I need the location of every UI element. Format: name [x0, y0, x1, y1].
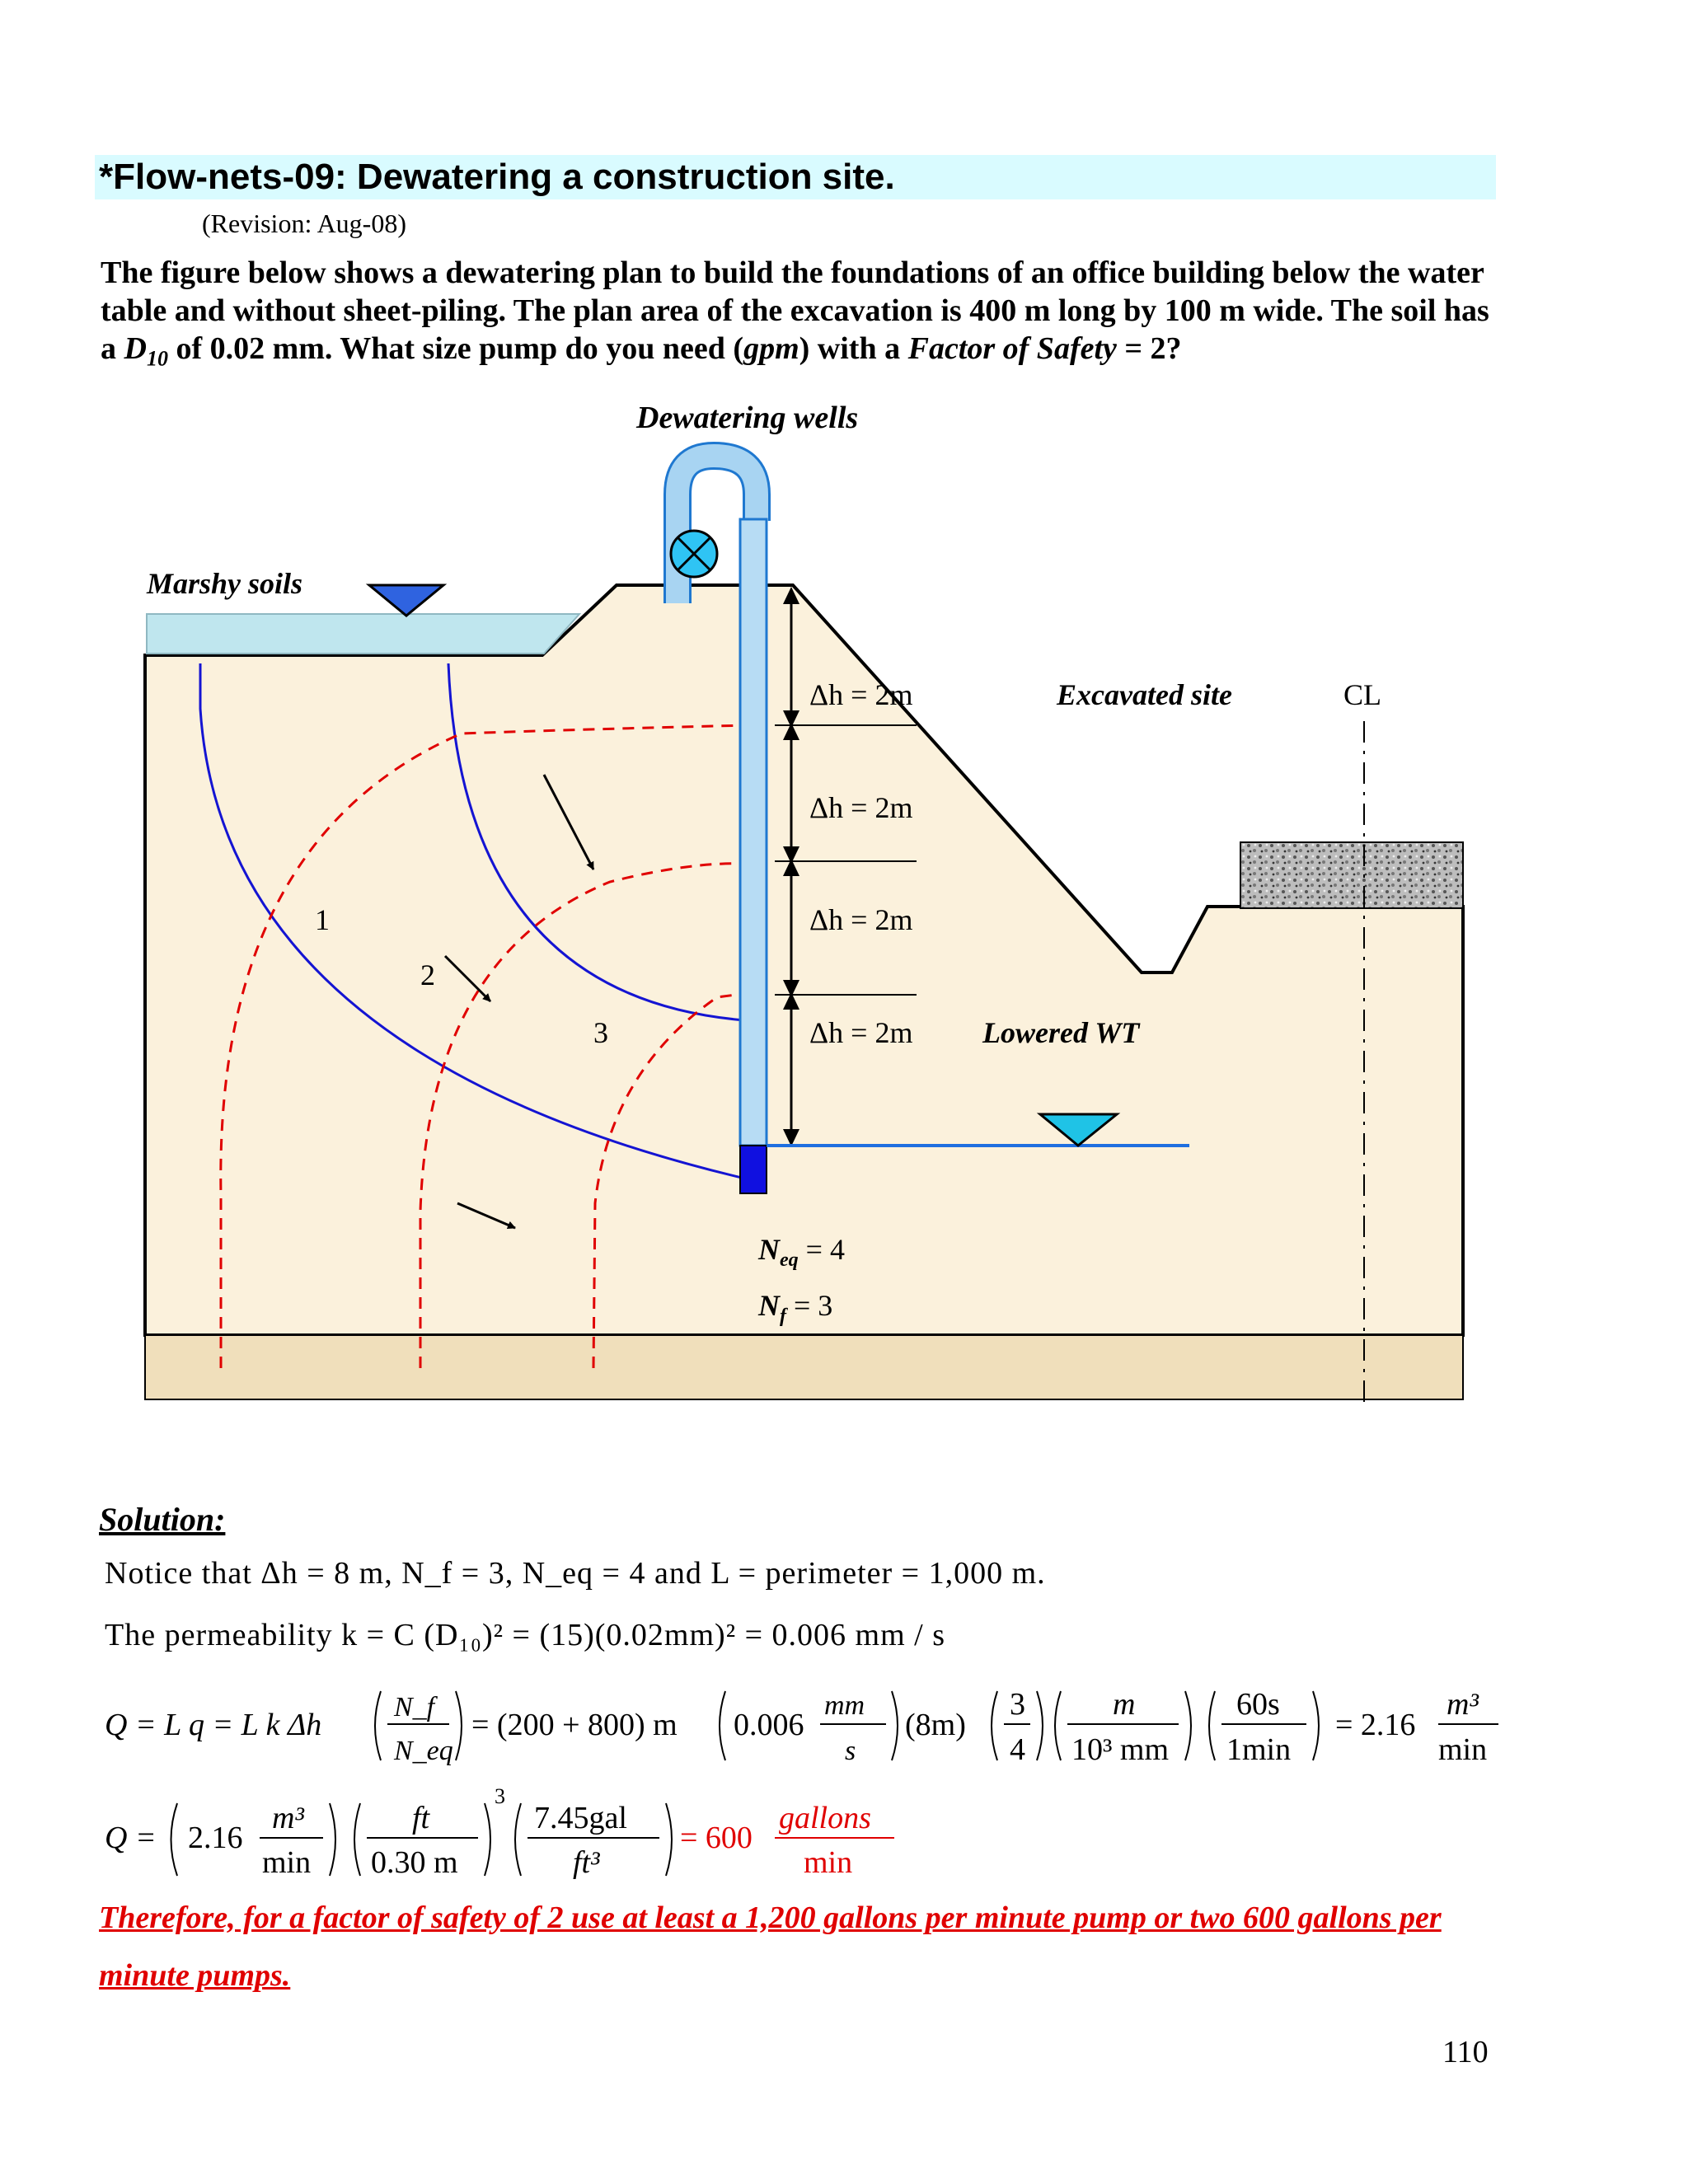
head-drop-4: Δh = 2m [809, 1016, 913, 1049]
foundation-block [1240, 842, 1463, 908]
svg-text:7.45gal: 7.45gal [534, 1801, 627, 1835]
flow-channel-2: 2 [420, 958, 435, 991]
revision-note: (Revision: Aug-08) [202, 209, 406, 238]
svg-text:= 600: = 600 [680, 1821, 753, 1855]
marshy-water [147, 614, 579, 654]
svg-text:min: min [804, 1845, 853, 1880]
centerline-label: CL [1343, 678, 1382, 711]
svg-text:(8m): (8m) [905, 1708, 966, 1742]
figure-caption: Dewatering wells [636, 401, 859, 435]
soil-profile [145, 585, 1463, 1335]
neq-label: $N_{eq} = 4$ [758, 1233, 845, 1271]
nf-label: $N_f = 3$ [758, 1289, 833, 1327]
svg-text:= 2.16: = 2.16 [1335, 1708, 1416, 1742]
conclusion: Therefore, for a factor of safety of 2 use at least a 1,200 gallons per minute pump or two 600 gallons per minute pumps. [99, 1900, 1442, 1993]
solution-line-2: The permeability k = C (D₁₀)² = (15)(0.02mm)² = 0.006 mm / s [105, 1618, 945, 1652]
well-pipe [740, 519, 767, 1146]
svg-text:2.16: 2.16 [188, 1821, 243, 1855]
svg-text:Q =: Q = [105, 1821, 157, 1855]
svg-text:= (200 + 800) m: = (200 + 800) m [471, 1708, 678, 1742]
svg-text:gallons: gallons [779, 1801, 871, 1835]
flow-channel-3: 3 [593, 1016, 608, 1049]
impervious-layer [145, 1335, 1463, 1399]
svg-text:1min: 1min [1226, 1732, 1292, 1767]
marshy-soils-label: Marshy soils [147, 567, 303, 600]
svg-text:0.006: 0.006 [734, 1708, 804, 1742]
well-screen [740, 1146, 767, 1193]
svg-text:ft³: ft³ [573, 1845, 600, 1880]
head-drop-3: Δh = 2m [809, 903, 913, 936]
page-title: *Flow-nets-09: Dewatering a construction site. [99, 157, 895, 197]
svg-text:0.30 m: 0.30 m [371, 1845, 458, 1880]
svg-text:N_f: N_f [394, 1692, 435, 1722]
svg-text:N_eq: N_eq [394, 1736, 453, 1766]
svg-text:10³ mm: 10³ mm [1071, 1732, 1170, 1767]
page-number: 110 [1442, 2035, 1489, 2069]
svg-text:m: m [1113, 1687, 1136, 1722]
head-drop-1: Δh = 2m [809, 678, 913, 711]
svg-text:s: s [845, 1736, 856, 1766]
svg-text:4: 4 [1010, 1732, 1025, 1767]
head-drop-2: Δh = 2m [809, 791, 913, 824]
svg-text:ft: ft [412, 1801, 430, 1835]
svg-text:m³: m³ [272, 1801, 304, 1835]
flow-channel-1: 1 [315, 903, 330, 936]
problem-statement: The figure below shows a dewatering plan to build the foundations of an office building below the water table and without sheet-piling. The plan area of the excavation is 400 m long by 100 m wide. The soil has a $D_{10}$ of 0.02 mm. What size pump do you need (gpm) with a Factor of Safety = 2? [101, 255, 1489, 371]
lowered-wt-label: Lowered WT [982, 1016, 1140, 1049]
svg-text:m³: m³ [1447, 1687, 1479, 1722]
svg-text:3: 3 [1010, 1687, 1025, 1722]
solution-heading: Solution: [99, 1501, 226, 1538]
svg-text:3: 3 [495, 1784, 505, 1808]
svg-text:60s: 60s [1236, 1687, 1280, 1722]
svg-text:mm: mm [824, 1690, 865, 1721]
surface-wt-triangle [369, 585, 443, 616]
solution-line-1: Notice that Δh = 8 m, N_f = 3, N_eq = 4 and L = perimeter = 1,000 m. [105, 1556, 1046, 1591]
excavated-site-label: Excavated site [1057, 678, 1232, 711]
svg-text:min: min [262, 1845, 312, 1880]
svg-text:min: min [1438, 1732, 1488, 1767]
svg-text:Q = L q = L k Δh: Q = L q = L k Δh [105, 1708, 322, 1742]
